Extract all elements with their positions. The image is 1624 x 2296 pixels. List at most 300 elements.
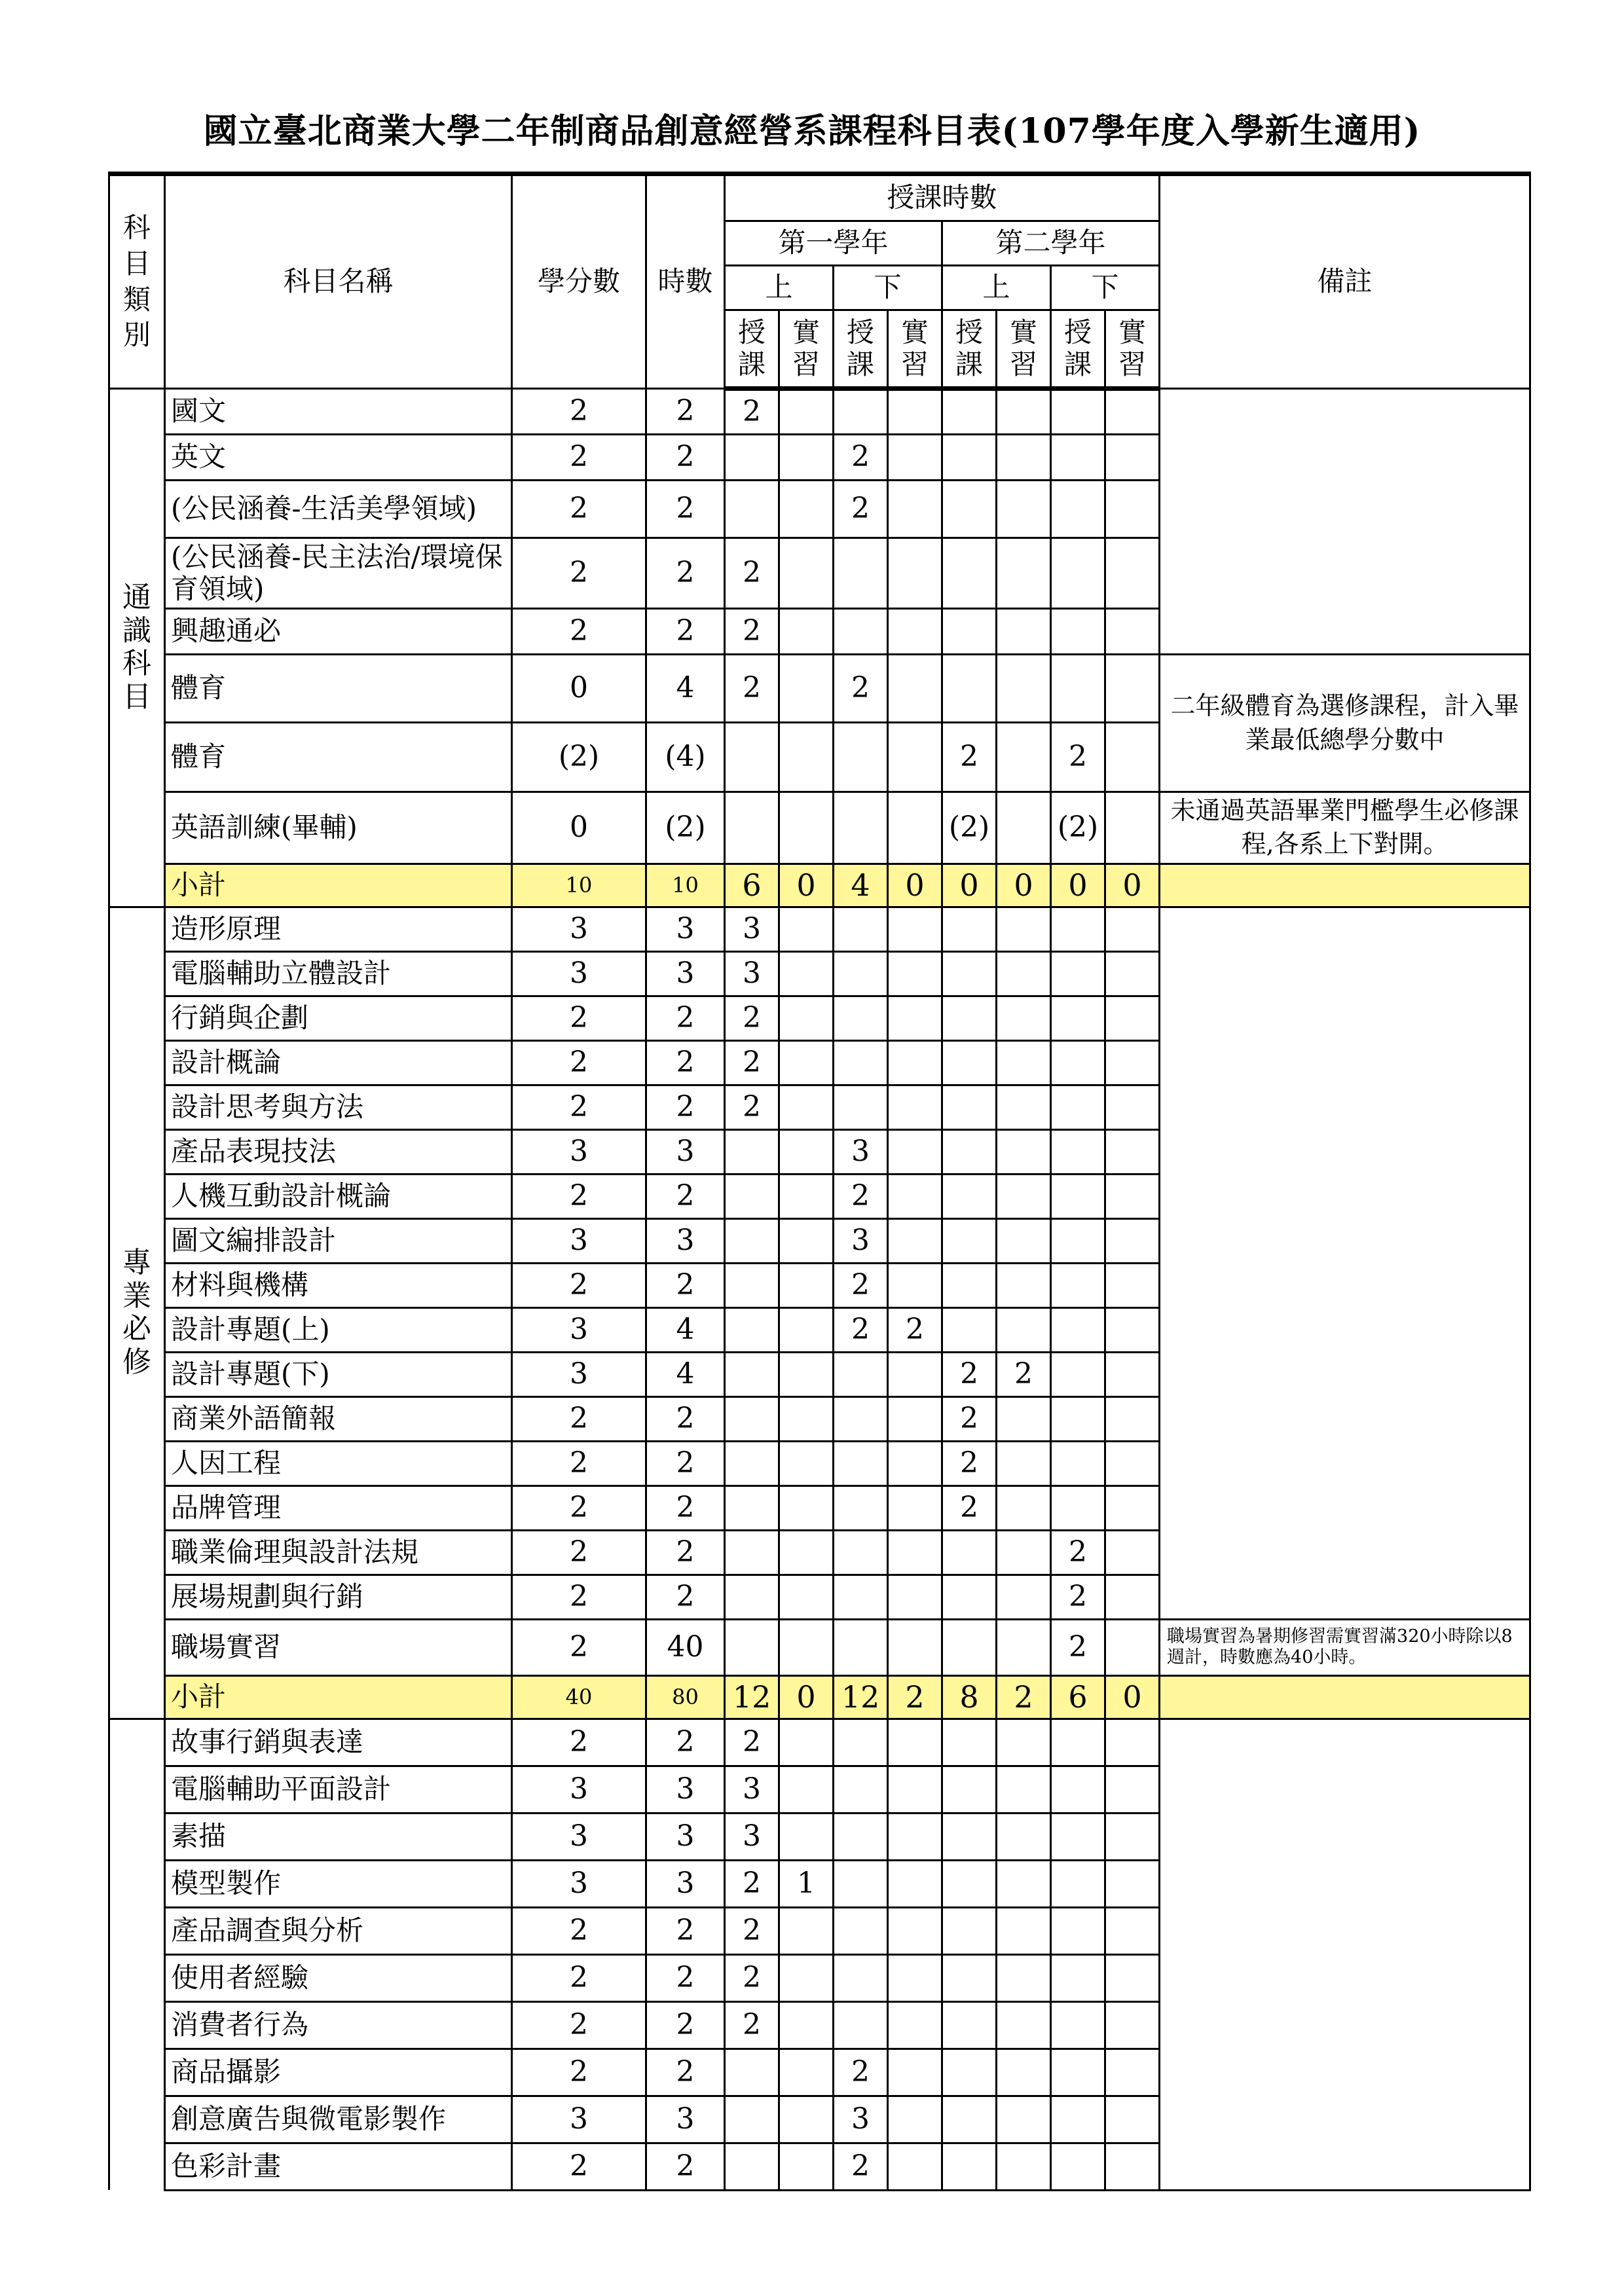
hours-grid-cell	[888, 907, 942, 951]
hours-grid-cell	[942, 2143, 997, 2190]
hours-grid-cell	[997, 1860, 1051, 1907]
hours-cell: 3	[646, 1129, 725, 1174]
course-name: 品牌管理	[165, 1485, 512, 1530]
header-category-char: 科	[122, 211, 151, 244]
credits-cell: 2	[512, 1907, 646, 1954]
header-hours: 時數	[646, 174, 725, 389]
hours-grid-cell	[888, 723, 942, 792]
subtotal-cell: 6	[725, 864, 779, 907]
hours-grid-cell	[1051, 2001, 1105, 2049]
credits-cell: 2	[512, 2143, 646, 2190]
subtotal-cell: 0	[1051, 864, 1105, 907]
hours-grid-cell	[1051, 609, 1105, 655]
course-name: 設計專題(上)	[165, 1307, 512, 1352]
hours-grid-cell	[834, 1813, 888, 1860]
subtotal-label: 小計	[165, 1675, 512, 1719]
subtotal-cell: 12	[725, 1675, 779, 1719]
hours-grid-cell	[779, 1907, 834, 1954]
category-char: 必	[122, 1312, 151, 1346]
course-name: 產品調查與分析	[165, 1907, 512, 1954]
course-name: 材料與機構	[165, 1263, 512, 1307]
hours-grid-cell: 2	[725, 2001, 779, 2049]
hours-grid-cell	[1105, 655, 1160, 723]
hours-grid-cell	[779, 1485, 834, 1530]
hours-grid-cell	[725, 1619, 779, 1675]
hours-grid-cell: 2	[725, 389, 779, 435]
hours-cell: 2	[646, 1441, 725, 1485]
hours-grid-cell	[779, 1218, 834, 1263]
header-practice: 實 習	[997, 310, 1051, 389]
hours-grid-cell	[888, 1040, 942, 1085]
hours-grid-cell	[1051, 2049, 1105, 2096]
hours-grid-cell	[942, 1954, 997, 2001]
remark-cell	[1160, 389, 1530, 655]
hours-grid-cell	[834, 1619, 888, 1675]
hours-grid-cell	[942, 1813, 997, 1860]
hours-grid-cell: 2	[725, 538, 779, 609]
hours-grid-cell: 2	[834, 2049, 888, 2096]
hours-grid-cell: 2	[834, 1307, 888, 1352]
hours-grid-cell	[1051, 1766, 1105, 1813]
hours-grid-cell	[888, 1530, 942, 1575]
hours-grid-cell	[725, 1263, 779, 1307]
hours-cell: 2	[646, 1396, 725, 1441]
course-name: 職場實習	[165, 1619, 512, 1675]
credits-cell: 2	[512, 1575, 646, 1619]
hours-grid-cell	[997, 1954, 1051, 2001]
hours-cell: 4	[646, 1352, 725, 1396]
hours-grid-cell: 2	[725, 1860, 779, 1907]
hours-grid-cell	[1051, 389, 1105, 435]
hours-grid-cell	[779, 609, 834, 655]
hours-grid-cell	[942, 996, 997, 1040]
hours-grid-cell	[725, 1352, 779, 1396]
hours-grid-cell: 2	[725, 996, 779, 1040]
category-char: 專	[122, 1245, 151, 1279]
hours-grid-cell	[1105, 1813, 1160, 1860]
table-row	[109, 907, 1530, 951]
header-lecture: 授 課	[942, 310, 997, 389]
hours-grid-cell	[779, 907, 834, 951]
hours-grid-cell	[888, 1575, 942, 1619]
hours-grid-cell	[834, 907, 888, 951]
hours-grid-cell	[725, 2049, 779, 2096]
hours-grid-cell	[1105, 1174, 1160, 1218]
category-char: 業	[122, 1279, 151, 1313]
course-name: 英文	[165, 435, 512, 481]
table-row	[109, 655, 1530, 723]
hours-grid-cell	[779, 1129, 834, 1174]
credits-cell: 2	[512, 1040, 646, 1085]
credits-cell: 3	[512, 1218, 646, 1263]
credits-cell: 2	[512, 1263, 646, 1307]
hours-grid-cell: (2)	[942, 792, 997, 864]
credits-cell: 3	[512, 1307, 646, 1352]
subtotal-cell: 0	[1105, 864, 1160, 907]
credits-cell: 2	[512, 389, 646, 435]
hours-grid-cell: 2	[725, 609, 779, 655]
header-credits: 學分數	[512, 174, 646, 389]
hours-grid-cell	[725, 1396, 779, 1441]
hours-cell: 2	[646, 389, 725, 435]
hours-grid-cell	[1051, 1813, 1105, 1860]
hours-grid-cell	[1051, 1954, 1105, 2001]
header-lecture: 授 課	[725, 310, 779, 389]
hours-grid-cell: 3	[725, 1766, 779, 1813]
hours-grid-cell	[997, 723, 1051, 792]
header-teaching-hours: 授課時數	[725, 174, 1160, 221]
hours-grid-cell	[942, 1174, 997, 1218]
hours-grid-cell	[997, 996, 1051, 1040]
hours-grid-cell: 2	[942, 1352, 997, 1396]
hours-grid-cell	[942, 1129, 997, 1174]
hours-grid-cell	[997, 389, 1051, 435]
hours-grid-cell	[888, 1619, 942, 1675]
hours-grid-cell	[997, 951, 1051, 996]
hours-grid-cell	[779, 1352, 834, 1396]
course-name: 設計概論	[165, 1040, 512, 1085]
remark-cell	[1160, 1719, 1530, 2190]
hours-grid-cell	[942, 1218, 997, 1263]
hours-grid-cell	[779, 2001, 834, 2049]
credits-cell: 3	[512, 1129, 646, 1174]
credits-cell: 2	[512, 1719, 646, 1766]
hours-grid-cell	[1051, 951, 1105, 996]
header-remarks: 備註	[1160, 174, 1530, 389]
hours-grid-cell: 2	[942, 1485, 997, 1530]
subtotal-remark	[1160, 864, 1530, 907]
hours-grid-cell: 2	[942, 723, 997, 792]
table-row	[109, 1619, 1530, 1675]
hours-grid-cell	[1105, 1040, 1160, 1085]
subtotal-cell: 12	[834, 1675, 888, 1719]
hours-grid-cell	[779, 1813, 834, 1860]
hours-grid-cell	[942, 655, 997, 723]
credits-cell: 2	[512, 1174, 646, 1218]
hours-grid-cell	[834, 2001, 888, 2049]
hours-grid-cell	[725, 2096, 779, 2143]
hours-grid-cell	[1051, 655, 1105, 723]
hours-grid-cell	[942, 2049, 997, 2096]
hours-cell: 2	[646, 2001, 725, 2049]
hours-grid-cell	[942, 538, 997, 609]
hours-grid-cell: (2)	[1051, 792, 1105, 864]
hours-grid-cell: 2	[1051, 1530, 1105, 1575]
hours-grid-cell: 2	[725, 1085, 779, 1129]
hours-grid-cell	[1051, 1860, 1105, 1907]
hours-grid-cell	[779, 1085, 834, 1129]
course-name: 電腦輔助立體設計	[165, 951, 512, 996]
hours-grid-cell	[997, 1396, 1051, 1441]
credits-cell: 3	[512, 951, 646, 996]
hours-grid-cell	[834, 1766, 888, 1813]
course-name: 展場規劃與行銷	[165, 1575, 512, 1619]
subtotal-credits: 10	[512, 864, 646, 907]
hours-grid-cell	[1105, 1766, 1160, 1813]
hours-grid-cell	[888, 435, 942, 481]
hours-grid-cell	[1105, 609, 1160, 655]
hours-grid-cell	[779, 1719, 834, 1766]
hours-grid-cell	[942, 1766, 997, 1813]
course-name: 電腦輔助平面設計	[165, 1766, 512, 1813]
hours-cell: 2	[646, 1719, 725, 1766]
hours-grid-cell	[888, 1860, 942, 1907]
subtotal-label: 小計	[165, 864, 512, 907]
course-name: 色彩計畫	[165, 2143, 512, 2190]
hours-cell: 40	[646, 1619, 725, 1675]
hours-grid-cell	[997, 1619, 1051, 1675]
hours-grid-cell	[779, 389, 834, 435]
hours-grid-cell	[942, 1907, 997, 1954]
hours-grid-cell	[779, 1396, 834, 1441]
hours-grid-cell	[888, 1129, 942, 1174]
hours-grid-cell: 2	[834, 435, 888, 481]
subtotal-cell: 2	[888, 1675, 942, 1719]
hours-grid-cell	[888, 1174, 942, 1218]
hours-grid-cell: 2	[888, 1307, 942, 1352]
hours-grid-cell	[997, 1307, 1051, 1352]
hours-grid-cell	[779, 435, 834, 481]
subtotal-cell: 4	[834, 864, 888, 907]
hours-grid-cell	[997, 1575, 1051, 1619]
course-name: 使用者經驗	[165, 1954, 512, 2001]
category-char: 目	[122, 680, 151, 714]
credits-cell: 2	[512, 1530, 646, 1575]
hours-grid-cell	[888, 538, 942, 609]
hours-grid-cell	[997, 1485, 1051, 1530]
hours-grid-cell	[725, 1218, 779, 1263]
hours-grid-cell	[888, 1719, 942, 1766]
hours-grid-cell	[1105, 1530, 1160, 1575]
hours-cell: 3	[646, 1218, 725, 1263]
course-name: 商業外語簡報	[165, 1396, 512, 1441]
hours-grid-cell	[1051, 1174, 1105, 1218]
hours-grid-cell	[725, 435, 779, 481]
hours-grid-cell	[725, 1174, 779, 1218]
hours-grid-cell	[779, 1441, 834, 1485]
hours-grid-cell	[888, 1813, 942, 1860]
course-name: 國文	[165, 389, 512, 435]
hours-grid-cell	[888, 1485, 942, 1530]
hours-grid-cell	[779, 951, 834, 996]
hours-grid-cell	[888, 389, 942, 435]
hours-cell: 2	[646, 1575, 725, 1619]
hours-grid-cell	[1105, 1263, 1160, 1307]
category-cell	[109, 1719, 165, 2190]
hours-grid-cell	[725, 2143, 779, 2190]
hours-grid-cell	[725, 1129, 779, 1174]
credits-cell: 2	[512, 1085, 646, 1129]
subtotal-cell: 0	[997, 864, 1051, 907]
hours-grid-cell	[725, 723, 779, 792]
hours-cell: (4)	[646, 723, 725, 792]
hours-grid-cell	[1051, 907, 1105, 951]
hours-grid-cell	[997, 1719, 1051, 1766]
hours-grid-cell	[834, 1530, 888, 1575]
header-lecture: 授 課	[834, 310, 888, 389]
hours-grid-cell	[779, 2049, 834, 2096]
hours-grid-cell	[997, 1766, 1051, 1813]
hours-grid-cell	[1105, 996, 1160, 1040]
hours-grid-cell	[834, 951, 888, 996]
hours-grid-cell	[888, 1441, 942, 1485]
hours-grid-cell	[942, 1530, 997, 1575]
hours-grid-cell: 2	[725, 1907, 779, 1954]
hours-grid-cell	[997, 1907, 1051, 1954]
hours-grid-cell	[725, 1530, 779, 1575]
hours-grid-cell	[942, 1719, 997, 1766]
hours-grid-cell	[997, 1174, 1051, 1218]
hours-cell: (2)	[646, 792, 725, 864]
hours-cell: 2	[646, 996, 725, 1040]
hours-grid-cell	[1105, 1619, 1160, 1675]
subtotal-hours: 10	[646, 864, 725, 907]
hours-grid-cell	[779, 1954, 834, 2001]
hours-grid-cell	[888, 1907, 942, 1954]
hours-grid-cell: 3	[834, 2096, 888, 2143]
header-lecture: 授 課	[1051, 310, 1105, 389]
hours-grid-cell	[1051, 1485, 1105, 1530]
hours-grid-cell	[1051, 1907, 1105, 1954]
hours-grid-cell	[1051, 1040, 1105, 1085]
credits-cell: 0	[512, 792, 646, 864]
hours-grid-cell: 2	[834, 481, 888, 538]
hours-grid-cell	[1105, 2143, 1160, 2190]
hours-cell: 2	[646, 1085, 725, 1129]
hours-cell: 2	[646, 1907, 725, 1954]
hours-grid-cell	[997, 1813, 1051, 1860]
hours-grid-cell	[942, 1040, 997, 1085]
header-category-char: 類	[122, 283, 151, 316]
header-practice: 實 習	[779, 310, 834, 389]
hours-grid-cell	[834, 1040, 888, 1085]
credits-cell: 2	[512, 996, 646, 1040]
header-year2: 第二學年	[942, 221, 1160, 266]
hours-grid-cell	[1051, 1263, 1105, 1307]
hours-cell: 2	[646, 1174, 725, 1218]
hours-grid-cell	[779, 723, 834, 792]
hours-grid-cell	[997, 1040, 1051, 1085]
hours-grid-cell: 2	[1051, 1575, 1105, 1619]
course-name: 英語訓練(畢輔)	[165, 792, 512, 864]
hours-grid-cell	[997, 1530, 1051, 1575]
hours-grid-cell: 2	[942, 1396, 997, 1441]
hours-grid-cell	[725, 1485, 779, 1530]
hours-grid-cell	[779, 792, 834, 864]
hours-grid-cell	[888, 2143, 942, 2190]
header-name: 科目名稱	[165, 174, 512, 389]
hours-cell: 2	[646, 2049, 725, 2096]
category-char: 通	[122, 581, 151, 615]
hours-grid-cell	[997, 1085, 1051, 1129]
hours-grid-cell	[779, 996, 834, 1040]
hours-grid-cell	[1105, 481, 1160, 538]
hours-grid-cell: 3	[834, 1218, 888, 1263]
hours-grid-cell	[779, 2143, 834, 2190]
hours-grid-cell	[779, 481, 834, 538]
subtotal-hours: 80	[646, 1675, 725, 1719]
hours-grid-cell	[997, 655, 1051, 723]
hours-grid-cell	[1105, 2001, 1160, 2049]
hours-grid-cell	[888, 996, 942, 1040]
hours-grid-cell	[997, 1441, 1051, 1485]
credits-cell: 2	[512, 435, 646, 481]
hours-grid-cell: 2	[834, 1263, 888, 1307]
hours-grid-cell: 3	[725, 951, 779, 996]
hours-grid-cell	[1051, 1352, 1105, 1396]
header-y1-upper: 上	[725, 266, 834, 310]
course-name: 消費者行為	[165, 2001, 512, 2049]
hours-grid-cell	[1105, 951, 1160, 996]
hours-grid-cell	[997, 435, 1051, 481]
hours-grid-cell	[942, 2096, 997, 2143]
hours-cell: 2	[646, 481, 725, 538]
hours-grid-cell	[1105, 1396, 1160, 1441]
hours-grid-cell: 3	[834, 1129, 888, 1174]
credits-cell: 3	[512, 907, 646, 951]
hours-grid-cell	[942, 1263, 997, 1307]
hours-cell: 2	[646, 1040, 725, 1085]
hours-grid-cell	[888, 1954, 942, 2001]
header-year1: 第一學年	[725, 221, 942, 266]
hours-grid-cell	[1051, 1441, 1105, 1485]
hours-grid-cell	[942, 951, 997, 996]
hours-grid-cell: 2	[834, 2143, 888, 2190]
hours-grid-cell	[1105, 538, 1160, 609]
hours-grid-cell	[888, 609, 942, 655]
hours-grid-cell	[942, 1307, 997, 1352]
hours-cell: 2	[646, 1954, 725, 2001]
hours-cell: 4	[646, 1307, 725, 1352]
hours-grid-cell	[1051, 1129, 1105, 1174]
hours-grid-cell	[997, 907, 1051, 951]
hours-grid-cell	[1051, 481, 1105, 538]
credits-cell: 2	[512, 1619, 646, 1675]
hours-grid-cell	[779, 2096, 834, 2143]
category-cell	[109, 389, 165, 907]
hours-grid-cell	[834, 538, 888, 609]
hours-grid-cell	[888, 951, 942, 996]
category-char: 修	[122, 1345, 151, 1379]
hours-grid-cell	[888, 2049, 942, 2096]
course-name: 素描	[165, 1813, 512, 1860]
hours-grid-cell	[888, 792, 942, 864]
course-name: 人機互動設計概論	[165, 1174, 512, 1218]
credits-cell: 3	[512, 1860, 646, 1907]
hours-grid-cell	[888, 2096, 942, 2143]
hours-grid-cell	[997, 609, 1051, 655]
hours-grid-cell	[779, 538, 834, 609]
hours-grid-cell	[725, 481, 779, 538]
subtotal-remark	[1160, 1675, 1530, 1719]
course-name: 圖文編排設計	[165, 1218, 512, 1263]
hours-grid-cell	[997, 1129, 1051, 1174]
subtotal-cell: 6	[1051, 1675, 1105, 1719]
hours-grid-cell	[834, 609, 888, 655]
hours-grid-cell	[1105, 1907, 1160, 1954]
hours-grid-cell: 2	[725, 1719, 779, 1766]
hours-grid-cell	[1105, 1218, 1160, 1263]
hours-grid-cell: 2	[834, 655, 888, 723]
credits-cell: 3	[512, 1813, 646, 1860]
remark-cell: 未通過英語畢業門檻學生必修課程,各系上下對開。	[1160, 792, 1530, 864]
hours-grid-cell	[834, 792, 888, 864]
hours-grid-cell	[1051, 1218, 1105, 1263]
hours-grid-cell	[888, 1085, 942, 1129]
hours-grid-cell: 2	[725, 1040, 779, 1085]
hours-grid-cell	[942, 481, 997, 538]
hours-grid-cell	[888, 1766, 942, 1813]
